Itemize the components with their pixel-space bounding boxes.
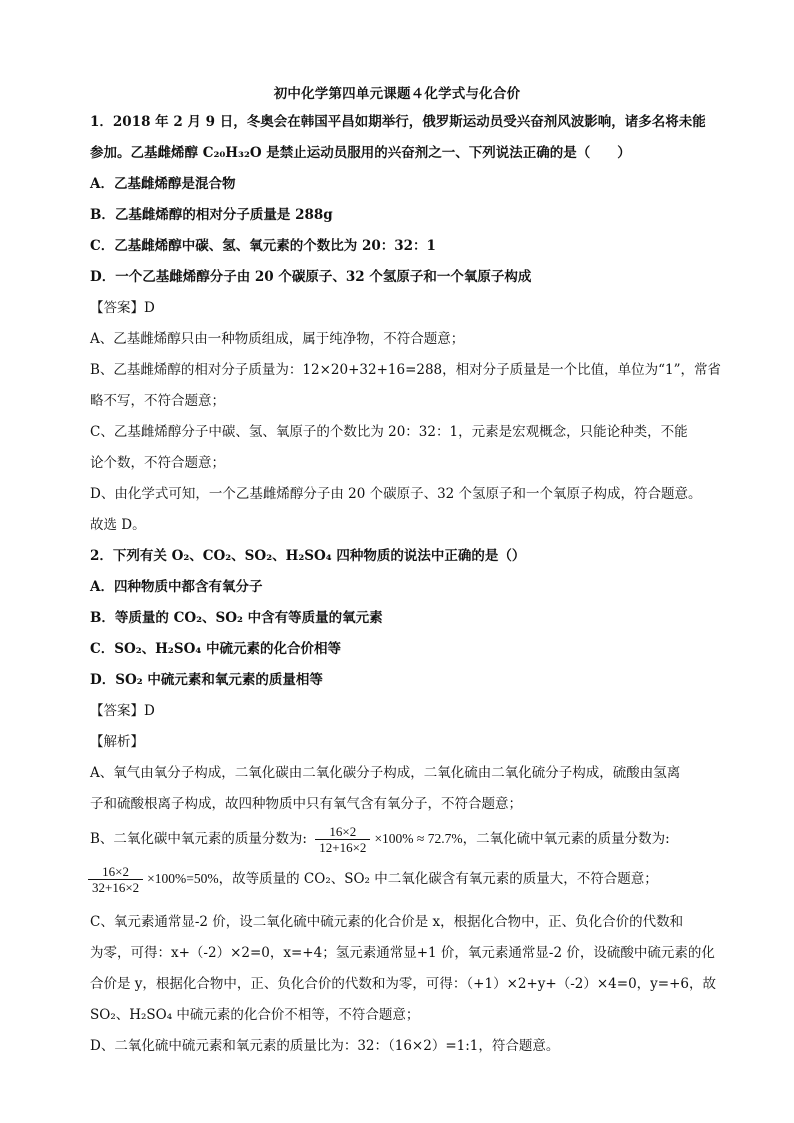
q2-option-c: C．SO₂、H₂SO₄ 中硫元素的化合价相等 (90, 641, 341, 657)
q2-analysis-heading: 【解析】 (90, 734, 144, 750)
q2-option-b: B．等质量的 CO₂、SO₂ 中含有等质量的氧元素 (90, 610, 383, 626)
q2-analysis-b-suffix: ，故等质量的 CO₂、SO₂ 中二氧化碳含有氧元素的质量大，不符合题意； (218, 871, 658, 887)
q2-analysis-c-line2: 为零，可得：x+（-2）×2=0，x=+4；氢元素通常显+1 价，氧元素通常显-2 价，设硫酸中硫元素的化 (90, 945, 715, 961)
q2-option-d: D．SO₂ 中硫元素和氧元素的质量相等 (90, 672, 323, 688)
q2-analysis-c-line3: 合价是 y，根据化合物中，正、负化合价的代数和为零，可得：（+1）×2+y+（-2）×4=0，y=+6，故 (90, 976, 717, 992)
q1-option-b: B．乙基雌烯醇的相对分子质量是 288g (90, 207, 333, 223)
document-title: 初中化学第四单元课题４化学式与化合价 (273, 86, 521, 102)
q2-analysis-b-prefix: B、二氧化碳中氧元素的质量分数为: (90, 831, 307, 847)
q1-explain-c-line1: C、乙基雌烯醇分子中碳、氢、氧原子的个数比为 20：32：1，元素是宏观概念，只能论种类，不能 (90, 424, 688, 440)
q2-analysis-a-line2: 子和硫酸根离子构成，故四种物质中只有氧气含有氧分子，不符合题意； (90, 796, 522, 812)
q2-analysis-b-line1 (90, 822, 714, 856)
q1-explain-c-line2: 论个数，不符合题意； (90, 455, 225, 471)
fraction-denominator: 12+16×2 (319, 840, 367, 855)
q2-analysis-b-line2 (88, 862, 714, 896)
q1-conclusion: 故选 D。 (90, 517, 146, 533)
q1-option-d: D．一个乙基雌烯醇分子由 20 个碳原子、32 个氢原子和一个氧原子构成 (90, 269, 532, 285)
fraction-numerator: 16×2 (315, 824, 370, 840)
fraction-denominator: 32+16×2 (92, 880, 140, 895)
q2-analysis-c-line1: C、氧元素通常显-2 价，设二氧化硫中硫元素的化合价是 x，根据化合物中，正、负化合价的代数和 (90, 914, 684, 930)
q1-explain-b-line1: B、乙基雌烯醇的相对分子质量为：12×20+32+16=288，相对分子质量是一个比值，单位为“1”，常省 (90, 362, 722, 378)
q2-answer: 【答案】D (90, 703, 155, 719)
q2-analysis-a-line1: A、氧气由氧分子构成，二氧化碳由二氧化碳分子构成，二氧化硫由二氧化硫分子构成，硫酸由氢离 (90, 765, 681, 781)
q2-analysis-b-mid: ，二氧化硫中氧元素的质量分数为: (462, 831, 670, 847)
q1-explain-d: D、由化学式可知，一个乙基雌烯醇分子由 20 个碳原子、32 个氢原子和一个氧原子构成，符合题意。 (90, 486, 702, 502)
q1-stem-line1: 1．2018 年 2 月 9 日，冬奥会在韩国平昌如期举行，俄罗斯运动员受兴奋剂风波影响，诸多名将未能 (90, 114, 706, 130)
so2-oxygen-fraction (88, 864, 143, 895)
q1-answer: 【答案】D (90, 300, 155, 316)
q1-explain-b-line2: 略不写，不符合题意； (90, 393, 225, 409)
q2-analysis-d: D、二氧化硫中硫元素和氧元素的质量比为：32：（16×2）=1:1，符合题意。 (90, 1038, 560, 1054)
so2-oxygen-result: ×100%=50% (147, 871, 219, 886)
q2-stem: 2．下列有关 O₂、CO₂、SO₂、H₂SO₄ 四种物质的说法中正确的是（） (90, 548, 526, 564)
q1-option-c: C．乙基雌烯醇中碳、氢、氧元素的个数比为 20：32：1 (90, 238, 436, 254)
co2-oxygen-fraction (315, 824, 370, 855)
co2-oxygen-result: ×100% ≈ 72.7% (374, 831, 463, 846)
q1-explain-a: A、乙基雌烯醇只由一种物质组成，属于纯净物，不符合题意； (90, 331, 465, 347)
fraction-numerator: 16×2 (88, 864, 143, 880)
q2-option-a: A．四种物质中都含有氧分子 (90, 579, 263, 595)
q1-option-a: A．乙基雌烯醇是混合物 (90, 176, 236, 192)
q1-stem-line2: 参加。乙基雌烯醇 C₂₀H₃₂O 是禁止运动员服用的兴奋剂之一、下列说法正确的是（ ） (90, 145, 631, 161)
q2-analysis-c-line4: SO₂、H₂SO₄ 中硫元素的化合价不相等，不符合题意； (90, 1007, 420, 1023)
